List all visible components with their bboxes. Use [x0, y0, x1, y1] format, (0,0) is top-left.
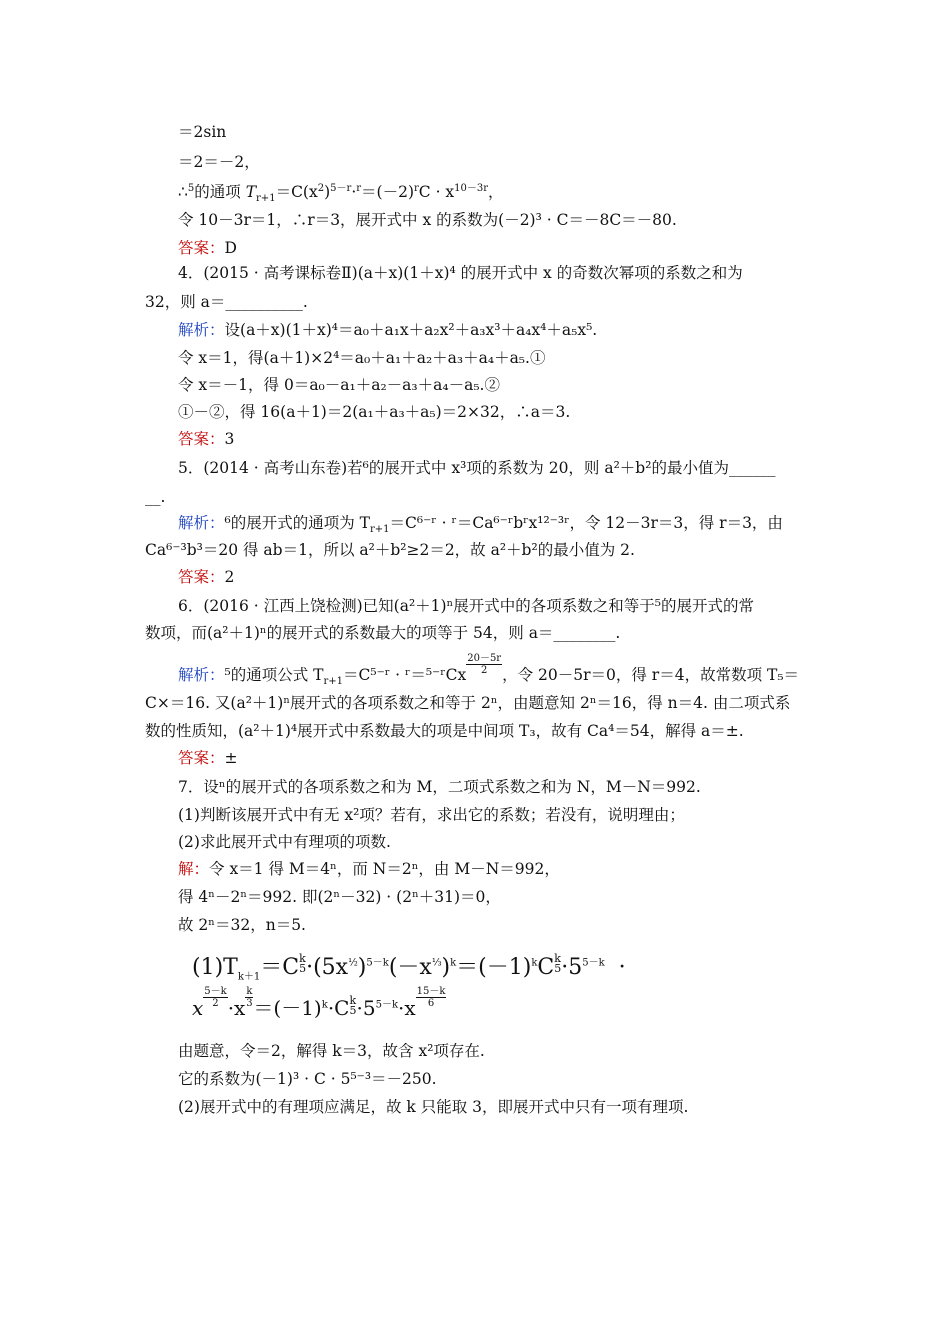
formula-text: (1)T	[192, 955, 238, 980]
formula-text: ·x	[398, 996, 416, 1020]
solution-label: 解析：	[178, 666, 225, 684]
text-span: ＝C(x	[275, 183, 318, 201]
solution-line: Ca⁶⁻³b³＝20 得 ab＝1，所以 a²＋b²≥2＝2，故 a²＋b²的最小值为 2.	[145, 541, 635, 559]
text-line: 令 10－3r＝1，∴r＝3，展开式中 x 的系数为(－2)³ · C＝－8C＝－80.	[178, 211, 677, 229]
subscript: r+1	[370, 524, 390, 536]
binomial-indices	[554, 954, 561, 974]
answer-value: 2	[224, 568, 235, 586]
solution-line	[178, 512, 783, 534]
subscript: 5	[554, 962, 562, 975]
subscript: k＋1	[237, 971, 261, 983]
solution-label: 解析：	[178, 514, 225, 532]
formula-text: ·x	[227, 996, 246, 1020]
superscript: 2	[317, 182, 325, 194]
formula-text: ·5	[356, 996, 376, 1020]
subscript: 5	[299, 962, 307, 975]
question-line: 7．设ⁿ的展开式的各项系数之和为 M，二项式系数之和为 N，M－N＝992.	[178, 778, 701, 796]
solution-line: ①－②，得 16(a＋1)＝2(a₁＋a₃＋a₅)＝2×32，∴a＝3.	[178, 403, 571, 421]
solution-line: C×＝16. 又(a²＋1)ⁿ展开式的各项系数之和等于 2ⁿ，由题意知 2ⁿ＝16，得 n＝4. 由二项式系	[145, 694, 791, 712]
answer-line	[178, 566, 234, 588]
fraction-denominator: 6	[427, 998, 435, 1009]
fraction-numerator: 15－k	[416, 986, 446, 997]
solution-text: ＝C⁶⁻ʳ · ʳ＝Ca⁶⁻ʳbʳx¹²⁻³ʳ，令 12－3r＝3，得 r＝3，由	[389, 514, 783, 532]
fraction-denominator: 3	[246, 998, 253, 1009]
question-line: (1)判断该展开式中有无 x²项？若有，求出它的系数；若没有，说明理由；	[178, 806, 685, 824]
subscript: 5	[349, 1003, 357, 1017]
superscript: k	[531, 957, 538, 969]
answer-label: 答案：	[178, 430, 225, 448]
formula-line-1	[192, 950, 626, 981]
solution-text: 令 x＝1 得 M＝4ⁿ，而 N＝2ⁿ，由 M－N＝992，	[209, 860, 560, 878]
formula-text: C	[537, 955, 555, 980]
solution-label: 解析：	[178, 321, 225, 339]
answer-value: D	[224, 239, 237, 257]
superscript: 5－k	[582, 957, 605, 969]
fraction-denominator: 2	[212, 998, 219, 1009]
answer-label: 答案：	[178, 749, 225, 767]
formula-text: ·	[618, 955, 626, 980]
superscript: k	[299, 952, 306, 965]
formula-text: ＝C	[260, 955, 300, 980]
text-span: ＝(－2)	[361, 183, 414, 201]
solution-text: ⁶的展开式的通项为 T	[224, 514, 370, 532]
exponent-fraction	[466, 653, 502, 676]
subscript: r+1	[256, 193, 276, 205]
solution-label: 解：	[178, 860, 210, 878]
solution-line: 故 2ⁿ＝32，n＝5.	[178, 916, 306, 934]
superscript: 5	[187, 182, 195, 194]
solution-line: 由题意，令＝2，解得 k＝3，故含 x²项存在.	[178, 1042, 485, 1060]
solution-line	[178, 319, 597, 341]
answer-value: 3	[224, 430, 235, 448]
solution-line: 令 x＝－1，得 0＝a₀－a₁＋a₂－a₃＋a₄－a₅.②	[178, 376, 500, 394]
formula-text: ·5	[561, 955, 583, 980]
text-span: T	[245, 183, 257, 201]
question-line: 5．(2014 · 高考山东卷)若⁶的展开式中 x³项的系数为 20，则 a²＋b²的最小值为______	[178, 459, 776, 477]
solution-line: 它的系数为(－1)³ · C · 5⁵⁻³＝－250.	[178, 1070, 437, 1088]
binomial-indices	[349, 993, 357, 1017]
answer-value: ±	[224, 749, 238, 767]
text-span: ∴	[178, 183, 188, 201]
solution-text: ＝C⁵⁻ʳ · ʳ＝⁵⁻ʳCx	[343, 666, 467, 684]
superscript: 5－r	[330, 182, 352, 194]
superscript: ⅓	[431, 957, 442, 969]
answer-line	[178, 237, 237, 259]
superscript: ½	[348, 957, 358, 969]
solution-line: 令 x＝1，得(a＋1)×2⁴＝a₀＋a₁＋a₂＋a₃＋a₄＋a₅.①	[178, 349, 546, 367]
formula-text: ＝(－1)	[456, 955, 532, 980]
exponent-fraction	[416, 986, 447, 1009]
text-span: C · x	[418, 183, 455, 201]
superscript: k	[349, 993, 357, 1007]
question-line: 6．(2016 · 江西上饶检测)已知(a²＋1)ⁿ展开式中的各项系数之和等于⁵的展开式的常	[178, 597, 755, 615]
answer-line	[178, 428, 234, 450]
formula-text: x	[192, 996, 204, 1020]
exponent-fraction	[245, 986, 253, 1009]
solution-line	[178, 652, 800, 688]
text-span: 的通项	[194, 183, 246, 201]
formula-text: ·(5x	[306, 955, 349, 980]
answer-label: 答案：	[178, 568, 225, 586]
solution-line	[178, 858, 560, 880]
question-line: __.	[145, 488, 166, 506]
formula-text: )	[441, 955, 451, 980]
text-line: ＝2sin	[178, 123, 227, 141]
superscript: 5－k	[366, 957, 389, 969]
superscript: 10－3r	[454, 182, 489, 194]
solution-line: 数的性质知，(a²＋1)⁴展开式中系数最大的项是中间项 T₃，故有 Ca⁴＝54，解得 a＝±.	[145, 722, 744, 740]
formula-text: )	[357, 955, 367, 980]
text-line	[178, 181, 504, 203]
exponent-fraction	[203, 986, 227, 1009]
text-span: ·	[351, 183, 357, 201]
text-line: ＝2＝－2，	[178, 153, 260, 171]
superscript: 5－k	[375, 999, 398, 1011]
question-line: (2)求此展开式中有理项的项数.	[178, 833, 391, 851]
binomial-indices	[299, 954, 306, 974]
superscript: k	[450, 957, 457, 969]
solution-line: 得 4ⁿ－2ⁿ＝992. 即(2ⁿ－32) · (2ⁿ＋31)＝0，	[178, 888, 501, 906]
question-line: 数项，而(a²＋1)ⁿ的展开式的系数最大的项等于 54，则 a＝________.	[145, 624, 621, 642]
text-span: ，	[488, 183, 504, 201]
fraction-denominator: 2	[480, 664, 488, 676]
superscript: r	[414, 182, 419, 194]
formula-text: (－x	[388, 955, 432, 980]
formula-line-2	[192, 986, 446, 1021]
question-line: 4．(2015 · 高考课标卷Ⅱ)(a＋x)(1＋x)⁴ 的展开式中 x 的奇数次幂项的系数之和为	[178, 264, 743, 282]
question-line: 32，则 a＝__________.	[145, 293, 308, 311]
solution-text: ⁵的通项公式 T	[224, 666, 324, 684]
text-span: )	[324, 183, 331, 201]
subscript: r+1	[323, 676, 344, 688]
superscript: k	[554, 952, 561, 965]
solution-text: 设(a＋x)(1＋x)⁴＝a₀＋a₁x＋a₂x²＋a₃x³＋a₄x⁴＋a₅x⁵.	[224, 321, 598, 339]
solution-text: ，令 20－5r＝0，得 r＝4，故常数项 T₅＝	[502, 666, 800, 684]
fraction-numerator: 5－k	[204, 986, 227, 997]
superscript: r	[356, 182, 362, 194]
fraction-numerator: 20－5r	[467, 652, 502, 664]
fraction-numerator: k	[246, 986, 253, 997]
formula-text: ·C	[327, 996, 350, 1020]
solution-line: (2)展开式中的有理项应满足，故 k 只能取 3，即展开式中只有一项有理项.	[178, 1098, 689, 1116]
formula-text: ＝(－1)	[253, 996, 322, 1020]
answer-label: 答案：	[178, 239, 225, 257]
superscript: k	[321, 999, 328, 1011]
answer-line	[178, 747, 238, 769]
